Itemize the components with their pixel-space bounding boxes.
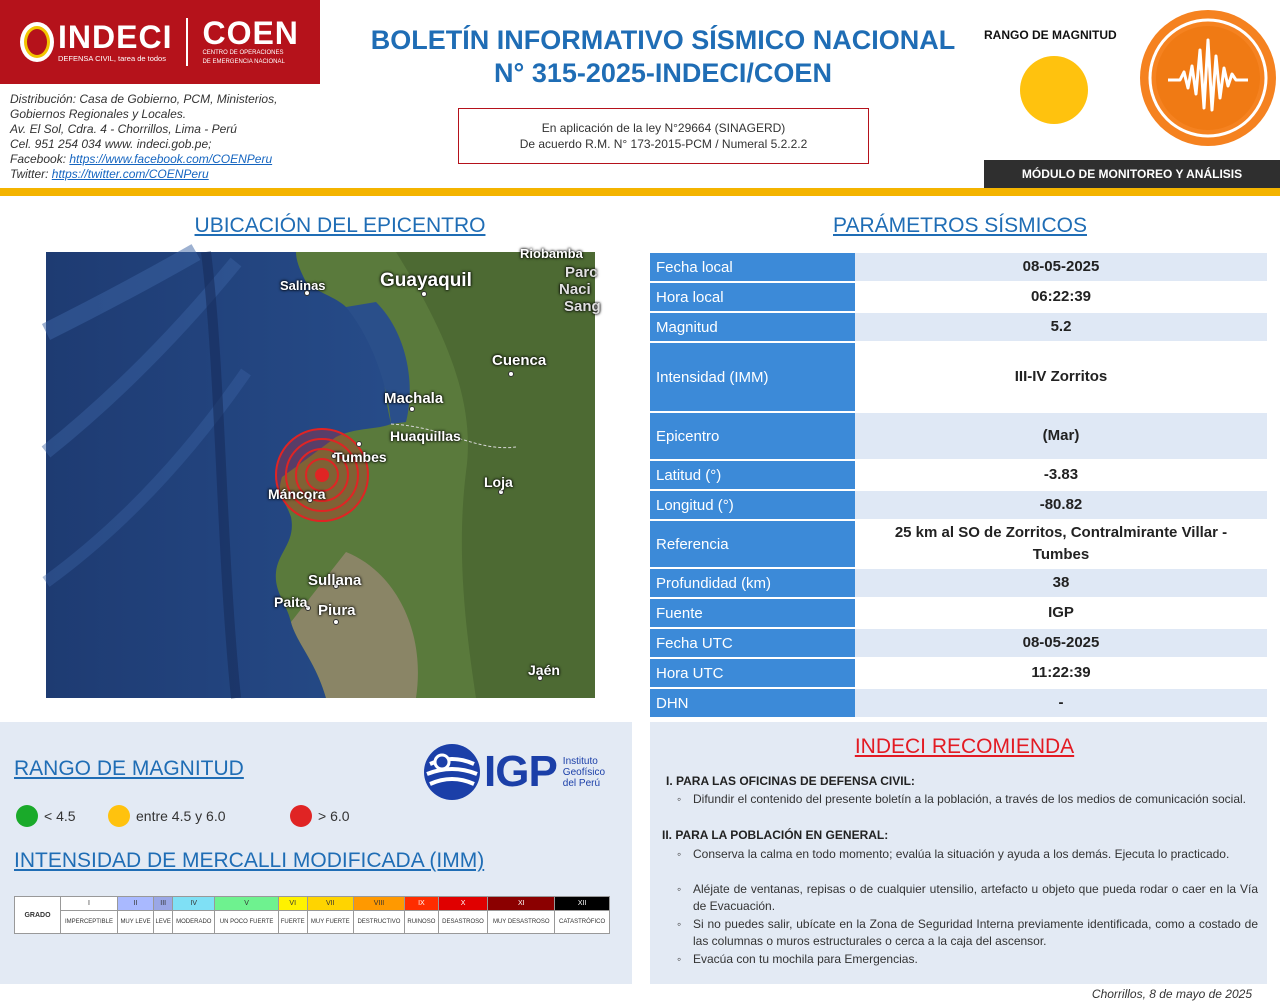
grade-num: XII <box>555 897 610 911</box>
bulletin-title-line1: BOLETÍN INFORMATIVO SÍSMICO NACIONAL <box>370 25 956 55</box>
params-row <box>650 253 1267 281</box>
param-value: III-IV Zorritos <box>855 343 1267 411</box>
seismic-params-heading: PARÁMETROS SÍSMICOS <box>833 214 1087 237</box>
param-value: 08-05-2025 <box>855 253 1267 281</box>
contact-distribution-2: Gobiernos Regionales y Locales. <box>10 107 187 121</box>
grade-num: XI <box>488 897 555 911</box>
magnitude-range-heading: RANGO DE MAGNITUD <box>14 757 244 780</box>
magnitude-indicator-dot <box>1020 56 1088 124</box>
contact-phone: Cel. 951 254 034 www. indeci.gob.pe; <box>10 137 212 151</box>
map-label-paita: Paita <box>274 594 308 610</box>
logo-divider <box>186 18 188 66</box>
param-key: Fuente <box>650 599 855 627</box>
param-value: - <box>855 689 1267 717</box>
bulletin-date: Chorrillos, 8 de mayo de 2025 <box>1091 987 1252 1001</box>
monitoring-module-bar: MÓDULO DE MONITOREO Y ANÁLISIS <box>984 160 1280 188</box>
grade-name: UN POCO FUERTE <box>215 911 278 934</box>
param-value: 08-05-2025 <box>855 629 1267 657</box>
grade-name: MUY LEVE <box>117 911 153 934</box>
igp-sub-3: del Perú <box>562 777 601 789</box>
params-row <box>650 343 1267 411</box>
seismic-params-table <box>650 251 1267 719</box>
grade-name: FUERTE <box>278 911 307 934</box>
param-value: 06:22:39 <box>855 283 1267 311</box>
map-label-sullana: Sullana <box>308 572 362 589</box>
map-label-cuenca: Cuenca <box>492 352 547 369</box>
grade-name: RUINOSO <box>405 911 439 934</box>
coen-subtitle-1: CENTRO DE OPERACIONES <box>202 50 284 56</box>
grade-num: X <box>438 897 488 911</box>
igp-logo <box>424 744 605 800</box>
params-row <box>650 659 1267 687</box>
epicenter-heading: UBICACIÓN DEL EPICENTRO <box>194 214 486 237</box>
mercalli-heading: INTENSIDAD DE MERCALLI MODIFICADA (IMM) <box>14 849 485 872</box>
params-row <box>650 689 1267 717</box>
igp-sub-2: Geofísico <box>562 766 606 778</box>
legend-item-high <box>290 805 350 827</box>
map-label-park-2: Naci <box>559 281 591 298</box>
grade-name: DESASTROSO <box>438 911 488 934</box>
params-row <box>650 461 1267 489</box>
grade-num: II <box>117 897 153 911</box>
param-key: Profundidad (km) <box>650 569 855 597</box>
red-dot-icon <box>290 805 312 827</box>
contact-address: Av. El Sol, Cdra. 4 - Chorrillos, Lima - Perú <box>10 122 237 136</box>
recommend-section-offices: I. PARA LAS OFICINAS DE DEFENSA CIVIL: <box>666 774 915 788</box>
map-label-huaquillas: Huaquillas <box>390 428 461 444</box>
legend-label: entre 4.5 y 6.0 <box>136 808 226 824</box>
map-label-salinas: Salinas <box>280 278 326 293</box>
map-label-tumbes: Tumbes <box>334 449 387 465</box>
mercalli-scale-table <box>14 896 610 934</box>
param-key: Intensidad (IMM) <box>650 343 855 411</box>
params-row <box>650 629 1267 657</box>
legend-item-low <box>16 805 76 827</box>
param-value: 25 km al SO de Zorritos, Contralmirante Villar - Tumbes <box>855 521 1267 567</box>
igp-name: IGP <box>484 747 557 796</box>
map-label-park-1: Parc <box>565 264 598 281</box>
seismograph-icon <box>1140 10 1276 146</box>
param-key: Fecha local <box>650 253 855 281</box>
grade-name: LEVE <box>154 911 173 934</box>
mercalli-name-row <box>15 911 610 934</box>
grade-name: DESTRUCTIVO <box>353 911 404 934</box>
param-value: IGP <box>855 599 1267 627</box>
grade-num: VIII <box>353 897 404 911</box>
epicenter-map[interactable] <box>46 246 601 698</box>
peru-emblem-icon <box>20 22 54 62</box>
params-row <box>650 413 1267 459</box>
recommend-section-population: II. PARA LA POBLACIÓN EN GENERAL: <box>662 828 889 842</box>
contact-distribution: Distribución: Casa de Gobierno, PCM, Ministerios, <box>10 92 278 106</box>
param-value: -80.82 <box>855 491 1267 519</box>
map-label-riobamba: Riobamba <box>520 246 583 261</box>
recommend-item: ◦ Difundir el contenido del presente boletín a la población, a través de los medios de comunicación social. <box>693 791 1258 808</box>
grade-name: CATASTRÓFICO <box>555 911 610 934</box>
param-value: 38 <box>855 569 1267 597</box>
map-label-machala: Machala <box>384 390 444 407</box>
grade-num: VII <box>307 897 353 911</box>
param-key: Magnitud <box>650 313 855 341</box>
grade-num: III <box>154 897 173 911</box>
legend-label: < 4.5 <box>44 808 76 824</box>
law-line-2: De acuerdo R.M. N° 173-2015-PCM / Numeral 5.2.2.2 <box>519 137 808 151</box>
coen-name: COEN <box>202 15 299 51</box>
grade-num: I <box>61 897 118 911</box>
map-label-mancora: Máncora <box>268 486 326 502</box>
grade-num: IV <box>173 897 215 911</box>
param-key: Referencia <box>650 521 855 567</box>
map-label-guayaquil: Guayaquil <box>380 270 472 291</box>
mercalli-grade-row <box>15 897 610 911</box>
globe-icon <box>424 744 480 800</box>
grade-num: VI <box>278 897 307 911</box>
param-value: (Mar) <box>855 413 1267 459</box>
params-row <box>650 599 1267 627</box>
recommend-item: ◦ Conserva la calma en todo momento; evalúa la situación y ayuda a los demás. Ejecuta lo practicado. <box>693 846 1258 863</box>
indeci-coen-logo <box>0 0 320 84</box>
grade-num: IX <box>405 897 439 911</box>
coen-subtitle-2: DE EMERGENCIA NACIONAL <box>202 59 285 65</box>
law-line-1: En aplicación de la ley N°29664 (SINAGERD) <box>541 121 786 135</box>
param-key: Fecha UTC <box>650 629 855 657</box>
params-row <box>650 283 1267 311</box>
map-label-park-3: Sang <box>564 298 601 315</box>
grade-num: V <box>215 897 278 911</box>
params-row <box>650 491 1267 519</box>
grade-name: IMPERCEPTIBLE <box>61 911 118 934</box>
indeci-name: INDECI <box>58 18 173 55</box>
header-divider <box>0 188 1280 196</box>
params-row <box>650 521 1267 567</box>
param-value: 5.2 <box>855 313 1267 341</box>
recommend-item: ◦ Aléjate de ventanas, repisas o de cualquier utensilio, artefacto u objeto que pueda rodar o caer en la Vía de Evacuación. <box>693 881 1258 915</box>
legend-item-medium <box>108 805 226 827</box>
param-value: -3.83 <box>855 461 1267 489</box>
param-key: DHN <box>650 689 855 717</box>
params-row <box>650 569 1267 597</box>
param-key: Hora local <box>650 283 855 311</box>
grade-name: MUY DESASTROSO <box>488 911 555 934</box>
params-row <box>650 313 1267 341</box>
param-key: Hora UTC <box>650 659 855 687</box>
param-value: 11:22:39 <box>855 659 1267 687</box>
indeci-tagline: DEFENSA CIVIL, tarea de todos <box>58 53 166 63</box>
recommend-item: ◦ Si no puedes salir, ubícate en la Zona de Seguridad Interna previamente identificada, como a costado de las columnas o muros estructurales o cerca a la caja del ascensor. <box>693 916 1258 950</box>
igp-sub-1: Instituto <box>562 755 598 767</box>
twitter-label: Twitter: <box>10 167 52 181</box>
recommend-item: ◦ Evacúa con tu mochila para Emergencias. <box>693 951 1258 968</box>
param-key: Longitud (°) <box>650 491 855 519</box>
legend-label: > 6.0 <box>318 808 350 824</box>
epicenter-marker <box>275 428 369 522</box>
grado-label: GRADO <box>15 897 61 934</box>
bulletin-title <box>330 24 996 90</box>
map-label-piura: Piura <box>318 602 356 619</box>
contact-info <box>10 92 310 182</box>
grade-name: MODERADO <box>173 911 215 934</box>
bulletin-number: N° 315-2025-INDECI/COEN <box>494 58 832 88</box>
recommendations-title: INDECI RECOMIENDA <box>854 735 1075 758</box>
magnitude-range-label: RANGO DE MAGNITUD <box>984 28 1117 42</box>
facebook-link[interactable]: https://www.facebook.com/COENPeru <box>69 152 273 166</box>
law-reference-box <box>458 108 869 164</box>
facebook-label: Facebook: <box>10 152 70 166</box>
green-dot-icon <box>16 805 38 827</box>
param-key: Epicentro <box>650 413 855 459</box>
param-key: Latitud (°) <box>650 461 855 489</box>
yellow-dot-icon <box>108 805 130 827</box>
grade-name: MUY FUERTE <box>307 911 353 934</box>
twitter-link[interactable]: https://twitter.com/COENPeru <box>51 167 209 181</box>
map-label-jaen: Jaén <box>528 662 560 678</box>
map-label-loja: Loja <box>484 474 513 490</box>
